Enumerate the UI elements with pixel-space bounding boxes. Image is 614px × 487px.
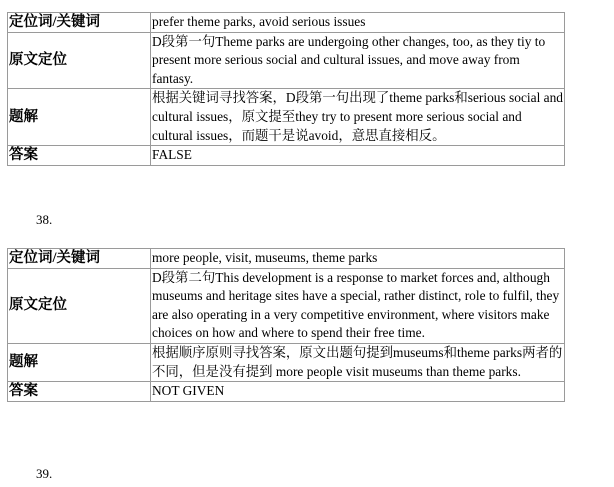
- explanation-value: 根据关键词寻找答案，D段第一句出现了theme parks和serious social and cultural issues，原文提至they try to present more serious social and cultural issues，而题干是说avoid，意思直接相反。: [151, 89, 565, 146]
- explanation-row: [8, 343, 565, 381]
- location-label: 原文定位: [8, 268, 151, 343]
- answer-label: 答案: [8, 382, 151, 402]
- question-number-38: 38.: [36, 212, 53, 227]
- location-label: 原文定位: [8, 32, 151, 89]
- answer-row: [8, 146, 565, 166]
- explanation-label: 题解: [8, 343, 151, 381]
- keywords-value: more people, visit, museums, theme parks: [151, 249, 565, 269]
- location-value: D段第二句This development is a response to market forces and, although museums and heritage sites have a special, rather distinct, role to fulfil, they are also operating in a very competitive environment, where visitors make choices on how and where to spend their free time.: [151, 268, 565, 343]
- explanation-label: 题解: [8, 89, 151, 146]
- keywords-label: 定位词/关键词: [8, 13, 151, 33]
- location-row: [8, 32, 565, 89]
- keywords-label: 定位词/关键词: [8, 249, 151, 269]
- answer-table-38: [7, 248, 565, 402]
- answer-value: NOT GIVEN: [151, 382, 565, 402]
- answer-table-37: [7, 12, 565, 166]
- explanation-row: [8, 89, 565, 146]
- keywords-row: [8, 13, 565, 33]
- answer-row: [8, 382, 565, 402]
- question-number-39: 39.: [36, 466, 53, 481]
- answer-label: 答案: [8, 146, 151, 166]
- location-row: [8, 268, 565, 343]
- keywords-value: prefer theme parks, avoid serious issues: [151, 13, 565, 33]
- keywords-row: [8, 249, 565, 269]
- answer-value: FALSE: [151, 146, 565, 166]
- location-value: D段第一句Theme parks are undergoing other changes, too, as they tiy to present more serious social and cultural issues, and move away from fantasy.: [151, 32, 565, 89]
- explanation-value: 根据顺序原则寻找答案，原文出题句提到museums和theme parks两者的不同，但是没有提到 more people visit museums than theme parks.: [151, 343, 565, 381]
